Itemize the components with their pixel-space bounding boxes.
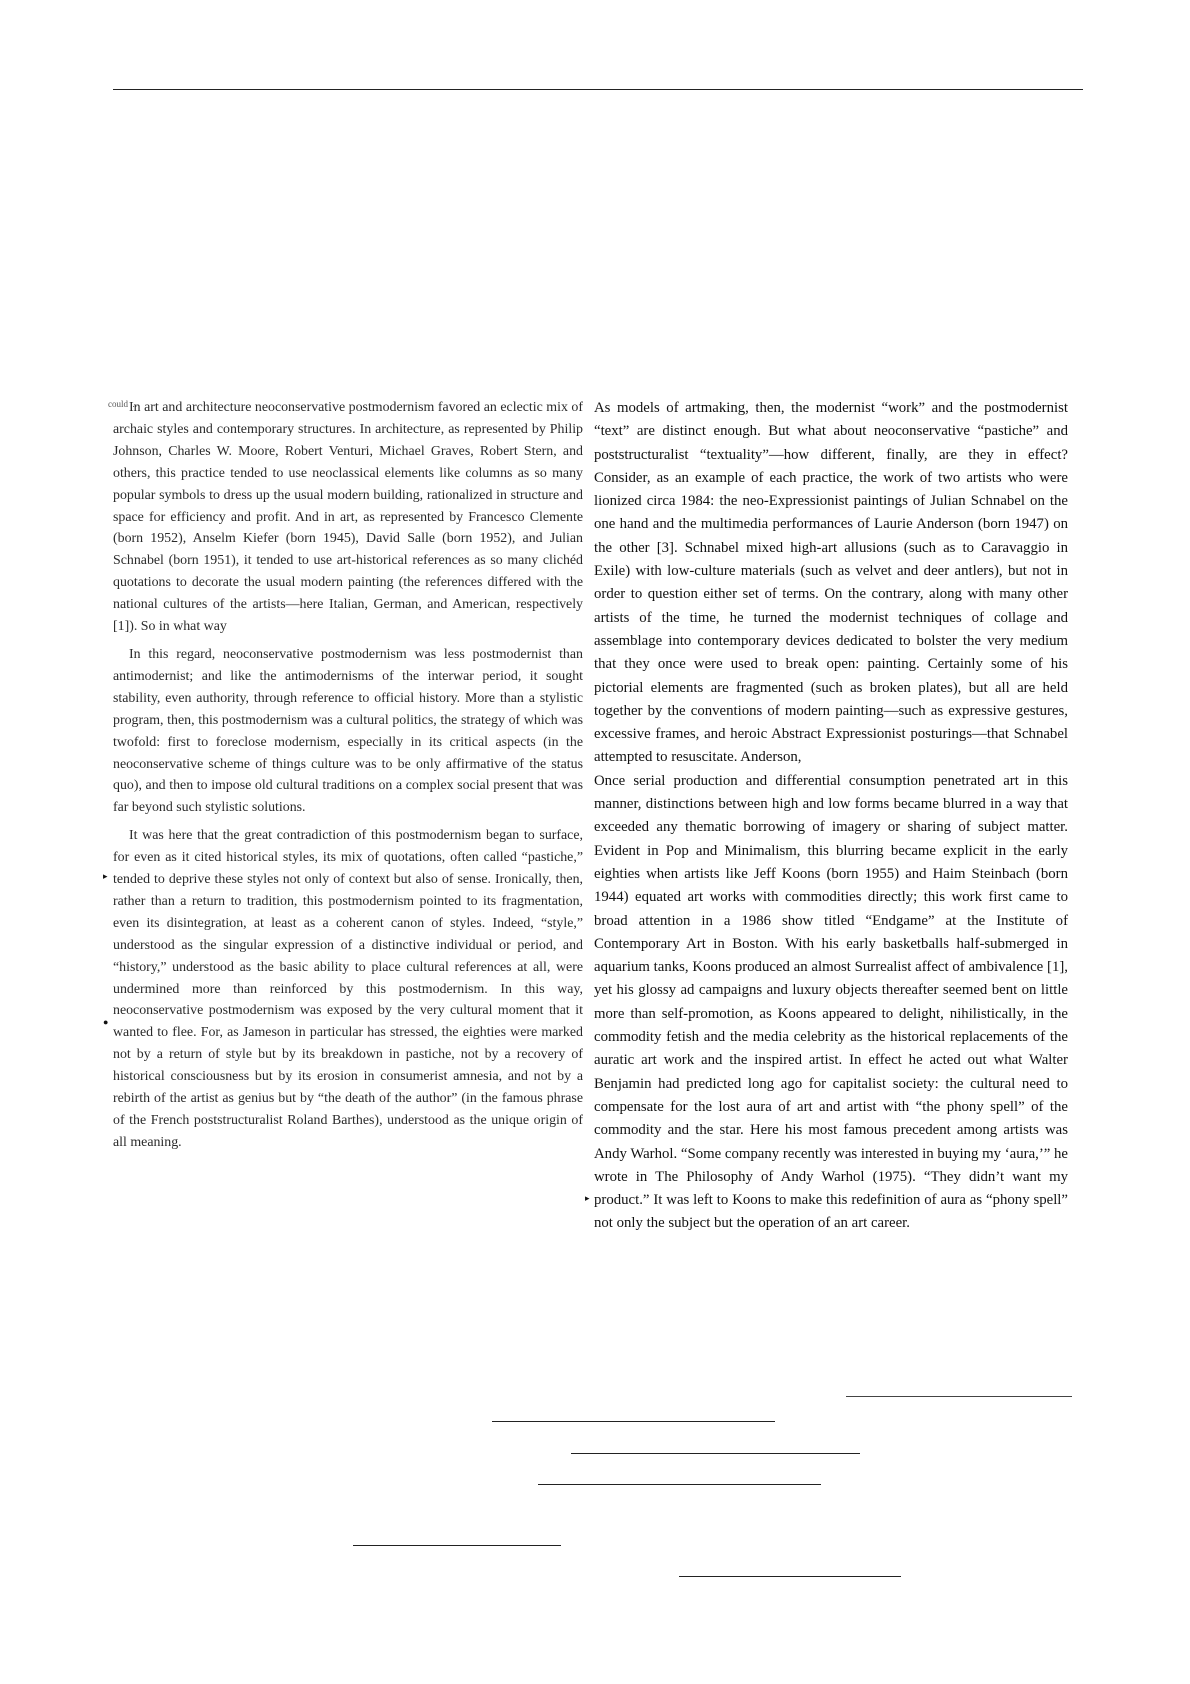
blank-line-1 <box>492 1421 775 1422</box>
left-paragraph-1: In art and architecture neoconservative postmodernism favored an eclectic mix of archaic styles and contemporary structures. In architecture, as represented by Philip Johnson, Charles W. Moore, Robert Venturi, Michael Graves, Robert Stern, and others, this practice tended to use neoclassical elements like columns as so many popular symbols to dress up the usual modern building, rationalized in structure and space for efficiency and profit. And in art, as represented by Francesco Clemente (born 1952), Anselm Kiefer (born 1945), David Salle (born 1952), and Julian Schnabel (born 1951), it tended to use art-historical references as so many clichéd quotations to decorate the usual modern painting (the references differed with the national cultures of the artists—here Italian, German, and American, respectively [1]). So in what way <box>113 400 583 635</box>
blank-line-5 <box>679 1576 901 1577</box>
header-rule <box>113 89 1083 90</box>
column-end-rule <box>846 1396 1072 1397</box>
margin-marker-1: ▸ <box>103 871 108 881</box>
blank-line-4 <box>353 1545 561 1546</box>
margin-marker-2: ● <box>103 1017 109 1027</box>
blank-line-3 <box>538 1484 821 1485</box>
left-paragraph-3: It was here that the great contradiction of this postmodernism began to surface, for even as it cited historical styles, its mix of quotations, often called “pastiche,” tended to deprive these styles not only of context but also of sense. Ironically, then, rather than a return to tradition, this postmodernism pointed to its fragmentation, even its disintegration, at least as a coherent canon of styles. Indeed, “style,” understood as the singular expression of a distinctive individual or period, and “history,” understood as the basic ability to place cultural references at all, were undermined more than reinforced by this postmodernism. In this way, neoconservative postmodernism was exposed by the very cultural moment that it wanted to flee. For, as Jameson in particular has stressed, the eighties were marked not by a return of style but by its breakdown in pastiche, not by a recovery of historical consciousness but by its erosion in consumerist amnesia, and not by a rebirth of the artist as genius but by “the death of the author” (in the famous phrase of the French poststructuralist Roland Barthes), understood as the unique origin of all meaning. <box>113 828 583 1150</box>
left-paragraph-2: In this regard, neoconservative postmodernism was less postmodernist than antimodernist; and like the antimodernisms of the interwar period, it sought stability, even authority, through reference to official history. More than a stylistic program, then, this postmodernism was a cultural politics, the strategy of which was twofold: first to foreclose modernism, especially in its critical aspects (in the neoconservative scheme of things culture was to be only affirmative of the status quo), and then to impose old cultural traditions on a complex social present that was far beyond such stylistic solutions. <box>113 646 583 816</box>
margin-marker-3: ▸ <box>585 1193 590 1203</box>
blank-line-2 <box>571 1453 860 1454</box>
right-column <box>594 397 1068 1236</box>
right-paragraph-1: As models of artmaking, then, the modernist “work” and the postmodernist “text” are distinct enough. But what about neoconservative “pastiche” and poststructuralist “textuality”—how different, finally, are they in effect? Consider, as an example of each practice, the work of two artists who were lionized circa 1984: the neo-Expressionist paintings of Julian Schnabel on the one hand and the multimedia performances of Laurie Anderson (born 1947) on the other [3]. Schnabel mixed high-art allusions (such as to Caravaggio in Exile) with low-culture materials (such as velvet and deer antlers), but not in order to question either set of terms. On the contrary, along with many other artists of the time, he turned the modernist techniques of collage and assemblage into contemporary devices dedicated to bolster the very medium that they once were used to break open: painting. Certainly some of his pictorial elements are fragmented (such as broken plates), but all are held together by the conventions of modern painting—such as expressive gestures, excessive frames, and heroic Abstract Expressionist posturings—that Schnabel attempted to resuscitate. Anderson, <box>594 400 1068 766</box>
clipped-fragment: could ... <box>108 399 137 409</box>
left-column <box>113 397 583 1154</box>
right-paragraph-2: Once serial production and differential consumption penetrated art in this manner, distinctions between high and low forms became blurred in a way that exceeded any thematic borrowing of imagery or sharing of subject matter. Evident in Pop and Minimalism, this blurring became explicit in the early eighties when artists like Jeff Koons (born 1955) and Haim Steinbach (born 1944) equated art works with commodities directly; this work first came to broad attention in a 1986 show titled “Endgame” at the Institute of Contemporary Art in Boston. With his early basketballs half-submerged in aquarium tanks, Koons produced an almost Surrealist affect of ambivalence [1], yet his glossy ad campaigns and luxury objects thereafter seemed bent on little more than self-promotion, as Koons appeared to delight, nihilistically, in the commodity fetish and the media celebrity as the historical replacements of the auratic art work and the inspired artist. In effect he acted out what Walter Benjamin had predicted long ago for capitalist society: the cultural need to compensate for the lost aura of art and artist with “the phony spell” of the commodity and the star. Here his most famous precedent among artists was Andy Warhol. “Some company recently was interested in buying my ‘aura,’” he wrote in The Philosophy of Andy Warhol (1975). “They didn’t want my product.” It was left to Koons to make this redefinition of aura as “phony spell” not only the subject but the operation of an art career. <box>594 772 1068 1232</box>
